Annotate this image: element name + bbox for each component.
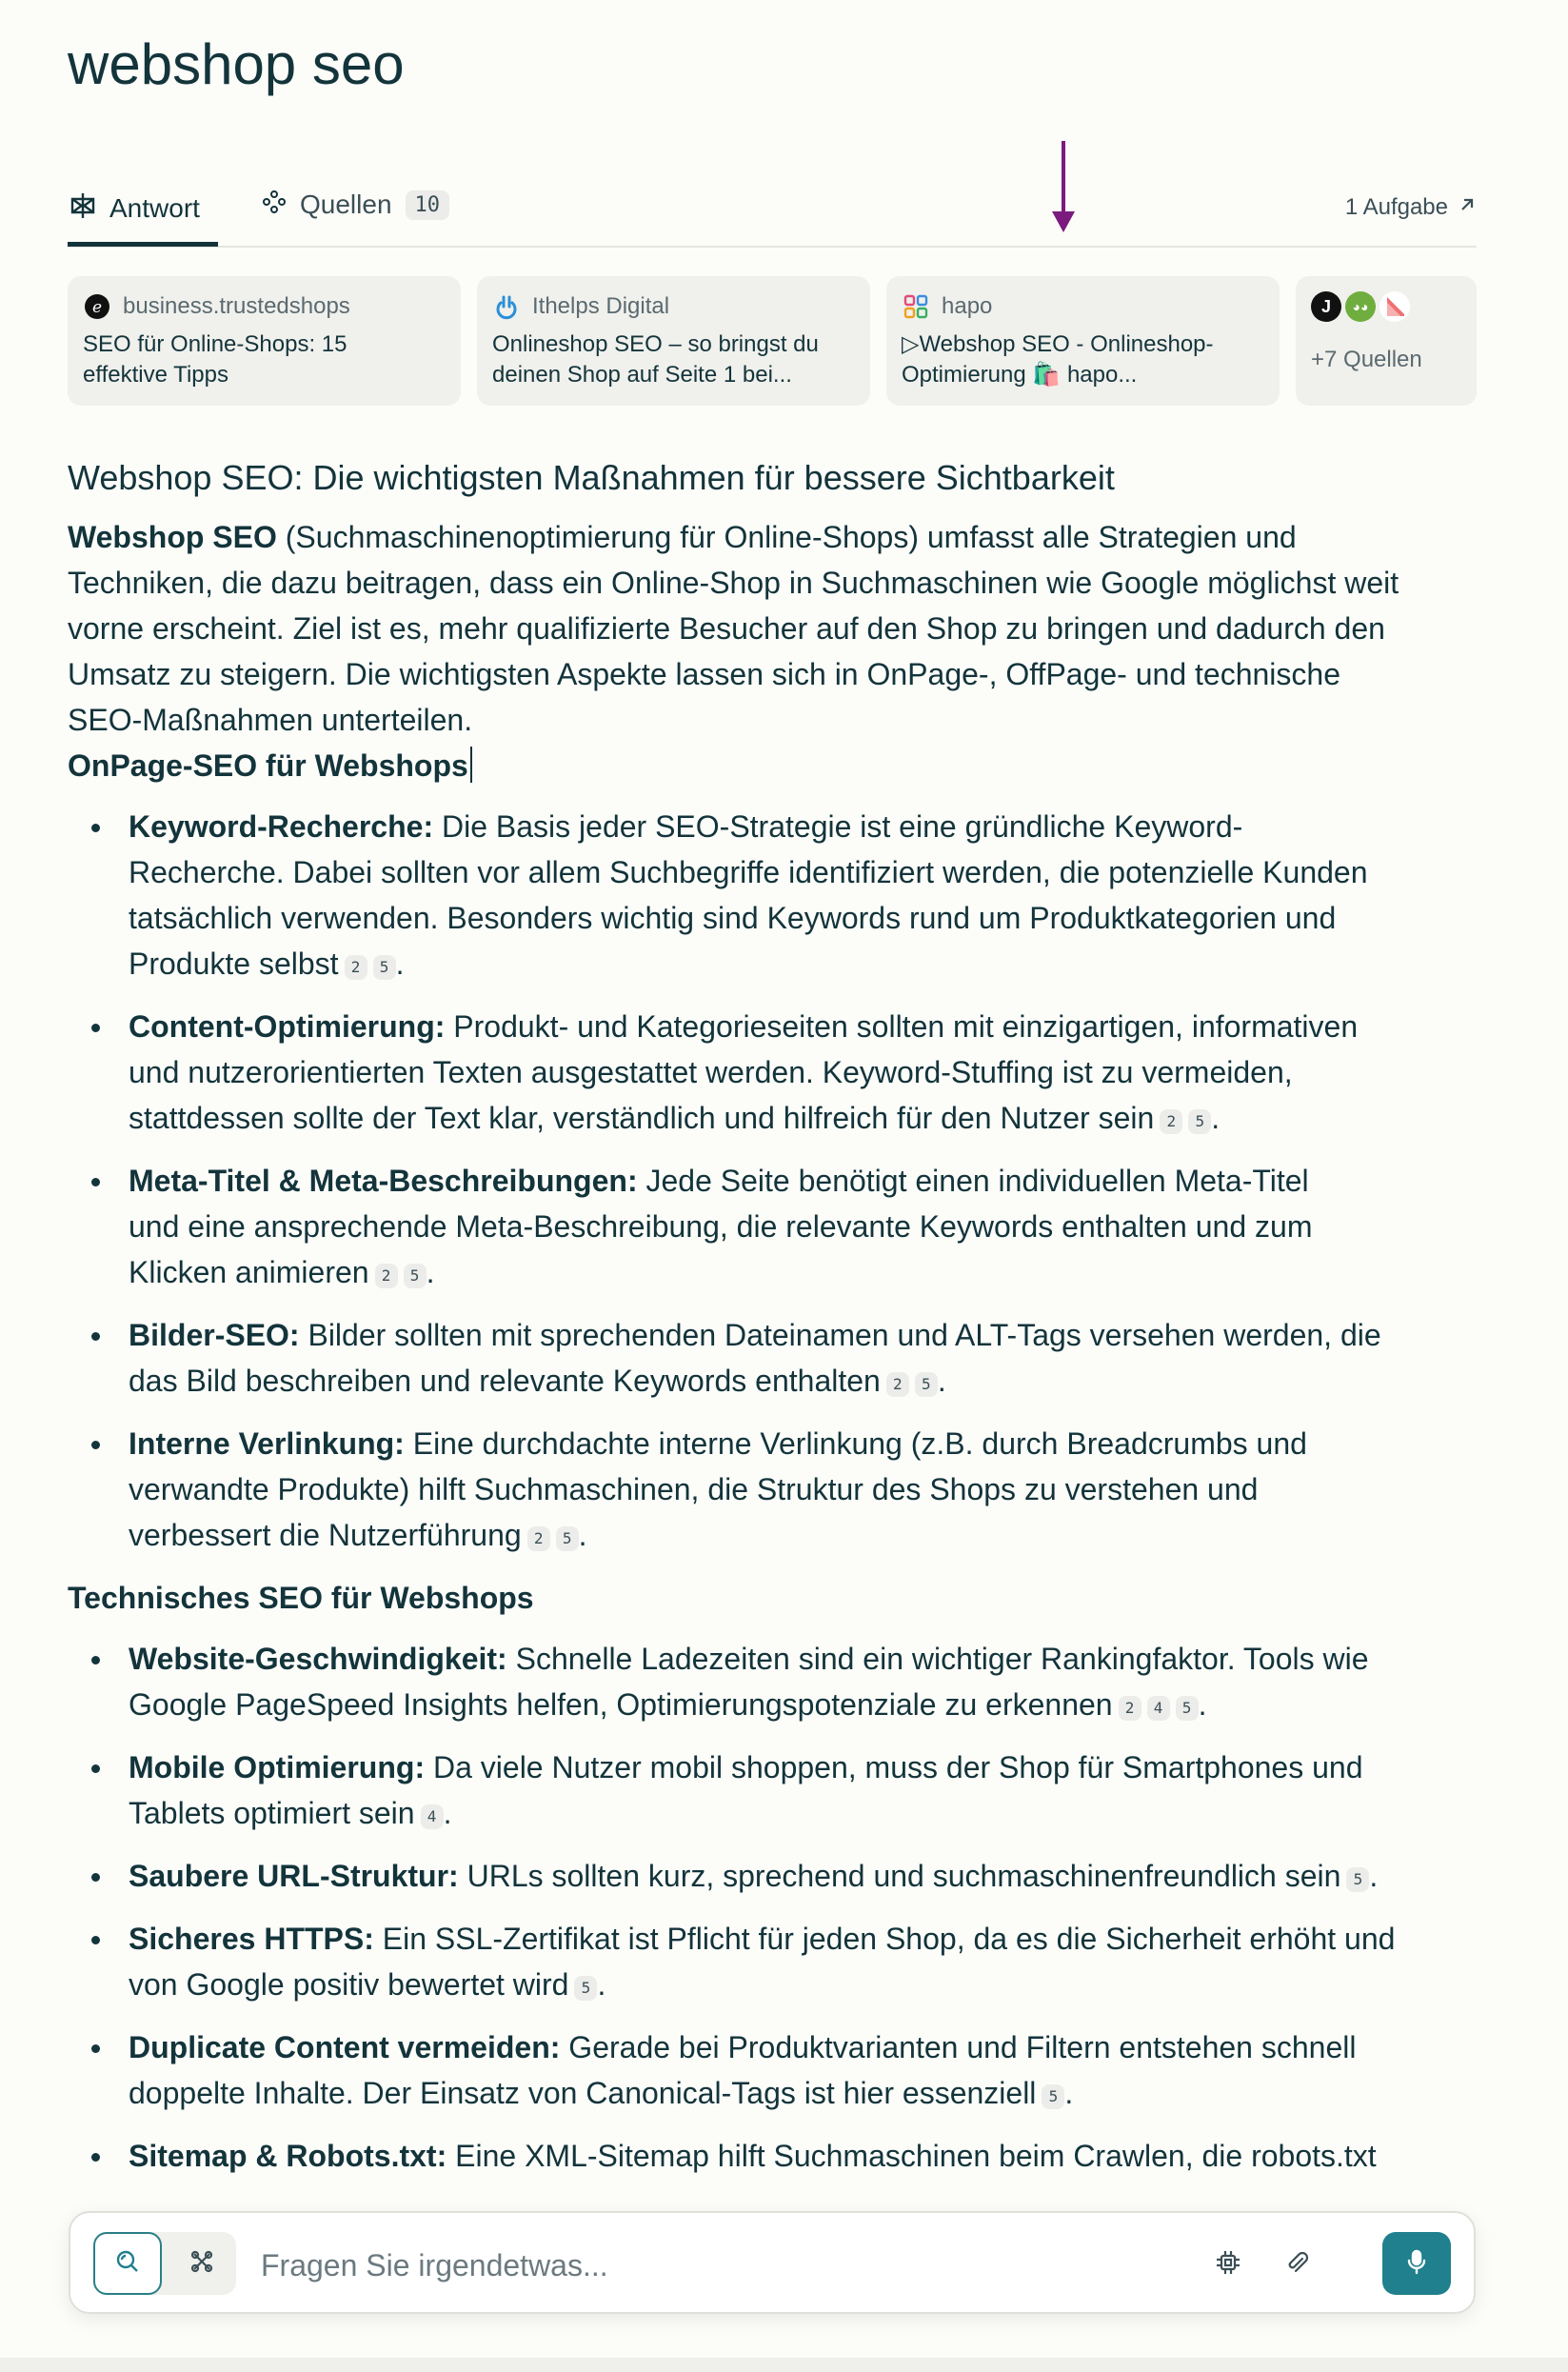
- source-favicon-icon: [1379, 291, 1410, 322]
- list-item: Sicheres HTTPS: Ein SSL-Zertifikat ist Pflicht für jeden Shop, da es die Sicherheit erhöht und von Google positiv bewertet wird 5 .: [68, 1916, 1477, 2007]
- source-cards: [68, 276, 1477, 406]
- citation-badge[interactable]: 2: [375, 1264, 398, 1288]
- tab-answer[interactable]: [68, 175, 218, 247]
- answer-heading: Webshop SEO: Die wichtigsten Maßnahmen für bessere Sichtbarkeit: [68, 458, 1115, 497]
- mode-toggle: [93, 2232, 236, 2295]
- tech-list: [68, 1636, 1477, 2179]
- citation-badge[interactable]: 4: [421, 1804, 444, 1829]
- citation-badge[interactable]: 5: [1346, 1867, 1369, 1892]
- source-card[interactable]: [68, 276, 461, 406]
- ask-input[interactable]: [259, 2238, 1120, 2293]
- source-title: SEO für Online-Shops: 15 effektive Tipps: [83, 331, 347, 388]
- chip-icon: [1214, 2248, 1242, 2282]
- ithelps-logo-icon: [492, 292, 521, 321]
- section-heading-tech: Technisches SEO für Webshops: [68, 1581, 534, 1615]
- search-icon: [114, 2248, 141, 2280]
- text-cursor: [470, 747, 472, 783]
- source-name: Ithelps Digital: [532, 293, 670, 319]
- list-item: Mobile Optimierung: Da viele Nutzer mobil shoppen, muss der Shop für Smartphones und Tablets optimiert sein 4 .: [68, 1744, 1477, 1836]
- source-favicon-icon: ◕◕: [1345, 291, 1376, 322]
- source-card[interactable]: [477, 276, 870, 406]
- more-sources-card[interactable]: [1296, 276, 1477, 406]
- section-heading-onpage: OnPage-SEO für Webshops: [68, 743, 1477, 788]
- source-title: ▷Webshop SEO - Onlineshop- Optimierung 🛍️ hapo...: [902, 331, 1214, 388]
- citation-badge[interactable]: 5: [373, 955, 396, 980]
- citation-badge[interactable]: 4: [1147, 1696, 1170, 1721]
- annotation-arrow-head: [1052, 211, 1075, 232]
- citation-badge[interactable]: 5: [1042, 2084, 1064, 2109]
- list-item: Sitemap & Robots.txt: Eine XML-Sitemap hilft Suchmaschinen beim Crawlen, die robots.txt: [68, 2133, 1477, 2179]
- citation-badge[interactable]: 5: [404, 1264, 427, 1288]
- list-item: Meta-Titel & Meta-Beschreibungen: Jede Seite benötigt einen individuellen Meta-Titel und eine ansprechende Meta-Beschreibung, die relevante Keywords enthalten und zum Klicken animieren 2 5 .: [68, 1158, 1477, 1295]
- tab-sources-label: Quellen: [300, 189, 392, 219]
- citation-badge[interactable]: 2: [527, 1526, 550, 1551]
- page-title: webshop seo: [68, 32, 405, 96]
- citation-badge[interactable]: 5: [1176, 1696, 1199, 1721]
- citation-badge[interactable]: 5: [574, 1976, 597, 2001]
- citation-badge[interactable]: 2: [886, 1372, 909, 1397]
- sources-count-badge: 10: [406, 190, 450, 220]
- tab-sources[interactable]: [262, 175, 449, 234]
- tab-answer-label: Antwort: [109, 193, 200, 223]
- list-item: Duplicate Content vermeiden: Gerade bei Produktvarianten und Filtern entstehen schnell doppelte Inhalte. Der Einsatz von Canonical-Tags ist hier essenziell 5 .: [68, 2024, 1477, 2116]
- list-item: Saubere URL-Struktur: URLs sollten kurz, sprechend und suchmaschinenfreundlich sein 5 .: [68, 1853, 1477, 1899]
- source-card[interactable]: [886, 276, 1280, 406]
- source-favicon-icon: J: [1311, 291, 1341, 322]
- search-mode-button[interactable]: [93, 2232, 162, 2295]
- citation-badge[interactable]: 2: [345, 955, 367, 980]
- task-link[interactable]: [1345, 194, 1477, 221]
- research-mode-button[interactable]: [168, 2232, 236, 2295]
- onpage-list: [68, 804, 1477, 1558]
- citation-badge[interactable]: 2: [1160, 1109, 1182, 1134]
- source-name: business.trustedshops: [123, 293, 350, 319]
- perplexity-logo-icon: [68, 190, 98, 228]
- microphone-icon: [1402, 2247, 1431, 2281]
- task-link-label: 1 Aufgabe: [1344, 194, 1448, 220]
- trustedshops-logo-icon: [83, 292, 111, 321]
- sources-dots-icon: [262, 189, 287, 221]
- citation-badge[interactable]: 5: [915, 1372, 938, 1397]
- paperclip-icon: [1282, 2248, 1311, 2282]
- citation-badge[interactable]: 5: [1188, 1109, 1211, 1134]
- svg-text:e: e: [91, 298, 103, 317]
- list-item: Keyword-Recherche: Die Basis jeder SEO-Strategie ist eine gründliche Keyword- Recherche. Dabei sollten vor allem Suchbegriffe identifiziert werden, die potenzielle Kunden tatsächlich verwenden. Besonders wichtig sind Keywords rund um Produktkategorien und Produkte selbst 2 5 .: [68, 804, 1477, 987]
- model-select-button[interactable]: [1201, 2238, 1255, 2291]
- ask-bar: [69, 2211, 1476, 2314]
- citation-badge[interactable]: 2: [1119, 1696, 1141, 1721]
- list-item: Interne Verlinkung: Eine durchdachte interne Verlinkung (z.B. durch Breadcrumbs und verwandte Produkte) hilft Suchmaschinen, die Struktur des Shops zu verstehen und verbessert die Nutzerführung 2 5 .: [68, 1421, 1477, 1558]
- result-tabs: [68, 162, 1477, 248]
- more-sources-label: +7 Quellen: [1311, 347, 1422, 372]
- source-title: Onlineshop SEO – so bringst du deinen Shop auf Seite 1 bei...: [492, 331, 819, 388]
- annotation-arrow-shaft: [1062, 141, 1065, 217]
- intro-paragraph: Webshop SEO (Suchmaschinenoptimierung für Online-Shops) umfasst alle Strategien und Techniken, die dazu beitragen, dass ein Online-Shop in Suchmaschinen wie Google möglichst weit vorne erscheint. Ziel ist es, mehr qualifizierte Besucher auf den Shop zu bringen und dadurch den Umsatz zu steigern. Die wichtigsten Aspekte lassen sich in OnPage-, OffPage- und technische SEO-Maßnahmen unterteilen.: [68, 520, 1399, 737]
- attach-button[interactable]: [1270, 2238, 1323, 2291]
- citation-badge[interactable]: 5: [556, 1526, 579, 1551]
- source-name: hapo: [942, 293, 993, 319]
- list-item: Content-Optimierung: Produkt- und Kategorieseiten sollten mit einzigartigen, informativen und nutzerorientierten Texten ausgestattet werden. Keyword-Stuffing ist zu vermeiden, stattdessen sollte der Text klar, verständlich und hilfreich für den Nutzer sein 2 5 .: [68, 1004, 1477, 1141]
- arrow-up-right-icon: [1458, 194, 1477, 221]
- list-item: Website-Geschwindigkeit: Schnelle Ladezeiten sind ein wichtiger Rankingfaktor. Tools wie Google PageSpeed Insights helfen, Optimierungspotenziale zu erkennen 2 4 5 .: [68, 1636, 1477, 1727]
- hapo-logo-icon: [902, 292, 930, 321]
- answer-content: [68, 448, 1477, 2179]
- research-icon: [189, 2248, 215, 2280]
- voice-button[interactable]: [1382, 2232, 1451, 2295]
- window-bottom-edge: [0, 2358, 1568, 2372]
- list-item: Bilder-SEO: Bilder sollten mit sprechenden Dateinamen und ALT-Tags versehen werden, die das Bild beschreiben und relevante Keywords enthalten 2 5 .: [68, 1312, 1477, 1404]
